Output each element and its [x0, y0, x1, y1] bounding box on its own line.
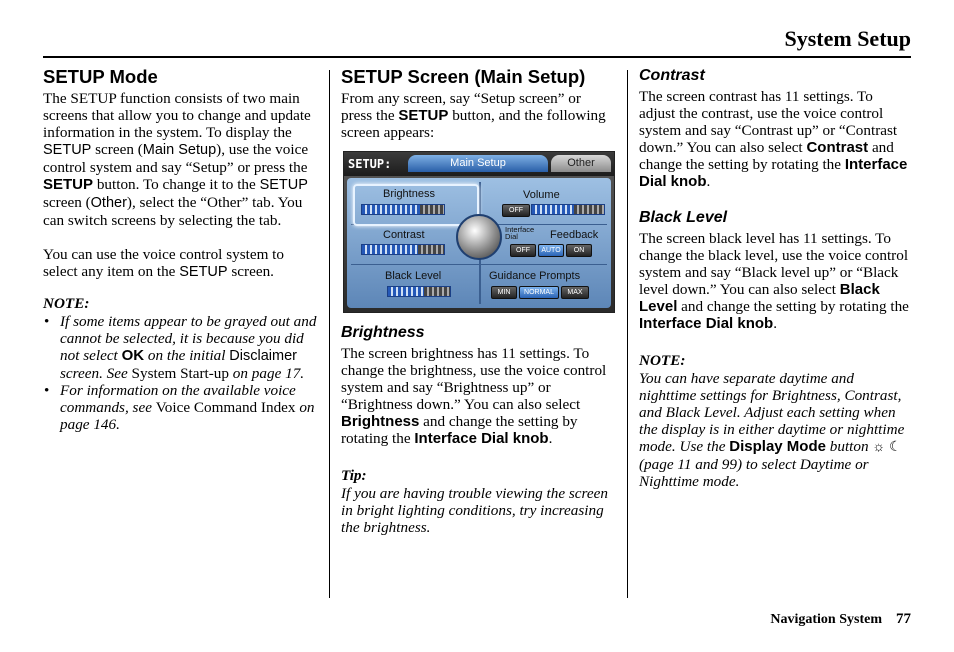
feedback-auto: AUTO	[538, 244, 564, 257]
screen-black-level-label: Black Level	[385, 270, 442, 282]
footer-label: Navigation System	[770, 612, 882, 627]
screen-volume-label: Volume	[523, 189, 560, 201]
column-divider-2	[627, 70, 628, 598]
guidance-max: MAX	[561, 286, 589, 299]
note-title-2: NOTE:	[639, 352, 686, 369]
column-setup-mode	[43, 66, 318, 433]
screen-interface-dial-label: Interface Dial	[505, 225, 535, 241]
note-item-grayed: • If some items appear to be grayed out and cannot be selected, it is because you did not select OK on the initial Disclaimer screen. See System Start-up on page 17.	[60, 313, 318, 382]
contrast-heading: Contrast	[639, 67, 705, 84]
voice-control-paragraph: You can use the voice control system to select any item on the SETUP screen.	[43, 246, 284, 280]
brightness-paragraph: The screen brightness has 11 settings. To change the brightness, use the voice control system and say “Brightness up” or “Brightness down.” You can also select Brightness and change the setting by rotating the Interface Dial knob.	[341, 345, 607, 447]
display-mode-note: You can have separate daytime and nighttime settings for Brightness, Contrast, and Black Level. Adjust each setting when the display is in either daytime or nighttime mode. Use the Display Mode button ☼ ☾ (page 11 and 99) to select Daytime or Nighttime mode.	[639, 370, 905, 490]
header-rule	[43, 56, 911, 58]
black-level-paragraph: The screen black level has 11 settings. To change the black level, use the voice control system and say “Black level up” or “Black level down.” You can also select Black Level and change the setting by rotating the Interface Dial knob.	[639, 230, 909, 332]
tab-main-setup: Main Setup	[408, 155, 548, 172]
tip-text: If you are having trouble viewing the screen in bright lighting conditions, try increasing the brightness.	[341, 485, 608, 536]
note-list	[43, 313, 318, 433]
note-item-voice-commands: • For information on the available voice commands, see Voice Command Index on page 146.	[60, 382, 318, 433]
note-title: NOTE:	[43, 295, 90, 312]
setup-mode-heading: SETUP Mode	[43, 66, 158, 87]
column-divider-1	[329, 70, 330, 598]
tip-title: Tip:	[341, 467, 367, 484]
page-number: 77	[896, 611, 911, 627]
guidance-normal: NORMAL	[519, 286, 559, 299]
setup-screen-intro: From any screen, say “Setup screen” or press the SETUP button, and the following screen appears:	[341, 90, 606, 141]
brightness-bar	[361, 204, 445, 215]
black-level-bar	[387, 286, 451, 297]
contrast-bar	[361, 244, 445, 255]
tab-other: Other	[551, 155, 611, 172]
setup-mode-paragraph: The SETUP function consists of two main screens that allow you to change and update information in the system. To display the SETUP screen (Main Setup), use the voice control system and say “Setup” or press the SETUP button. To change it to the SETUP screen (Other), select the “Other” tab. You can switch screens by selecting the tab.	[43, 90, 311, 229]
guidance-min: MIN	[491, 286, 517, 299]
page-title: System Setup	[784, 26, 911, 51]
screen-title: SETUP:	[348, 157, 392, 171]
moon-icon: ☾	[889, 440, 902, 455]
volume-bar	[531, 204, 605, 215]
setup-screen-image	[343, 151, 615, 313]
feedback-off: OFF	[510, 244, 536, 257]
screen-feedback-label: Feedback	[550, 229, 599, 241]
page-footer	[770, 611, 911, 628]
brightness-heading: Brightness	[341, 324, 425, 341]
sun-icon: ☼	[872, 440, 886, 455]
column-setup-screen	[341, 66, 611, 536]
black-level-heading: Black Level	[639, 209, 728, 226]
volume-off: OFF	[502, 204, 530, 217]
screen-brightness-label: Brightness	[383, 188, 435, 200]
column-contrast	[639, 66, 911, 490]
interface-dial-knob-icon	[456, 214, 502, 260]
contrast-paragraph: The screen contrast has 11 settings. To adjust the contrast, use the voice control system and say “Contrast up” or “Contrast down.” You can also select Contrast and change the setting by rotating the Interface Dial knob.	[639, 88, 908, 190]
setup-screen-heading: SETUP Screen (Main Setup)	[341, 66, 586, 87]
screen-guidance-prompts-label: Guidance Prompts	[489, 270, 581, 282]
feedback-on: ON	[566, 244, 592, 257]
screen-contrast-label: Contrast	[383, 229, 425, 241]
